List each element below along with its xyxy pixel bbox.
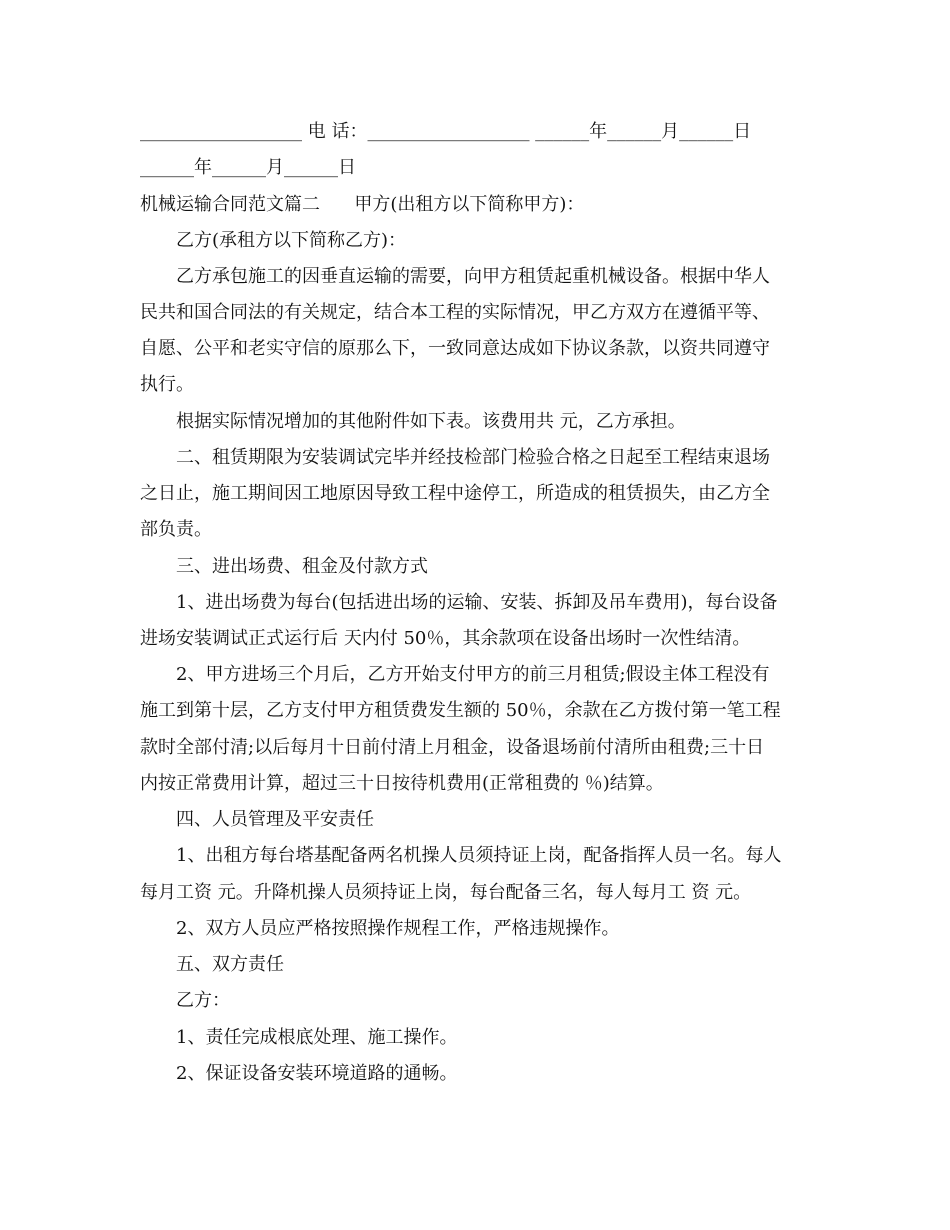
signature-line-phone-date [140, 121, 751, 143]
section-3-item-2-line: 2、甲方进场三个月后，乙方开始支付甲方的前三月租赁;假设主体工程没有 [176, 664, 770, 685]
intro-paragraph-line: 自愿、公平和老实守信的原那么下，一致同意达成如下协议条款，以资共同遵守 [140, 338, 770, 359]
section-4-item-1-line: 每月工资 元。升降机操人员须持证上岗，每台配备三名，每人每月工 资 元。 [140, 882, 752, 903]
section-3-item-2-line: 施工到第十层，乙方支付甲方租赁费发生额的 50％，余款在乙方拨付第一笔工程 [140, 700, 781, 721]
section-3-item-1-line: 进场安装调试正式运行后 天内付 50％，其余款项在设备出场时一次性结清。 [140, 628, 751, 649]
attachments-paragraph: 根据实际情况增加的其他附件如下表。该费用共 元，乙方承担。 [176, 411, 686, 432]
section-5-item-1: 1、责任完成根底处理、施工操作。 [176, 1027, 458, 1048]
section-4-item-2: 2、双方人员应严格按照操作规程工作，严格违规操作。 [176, 918, 620, 939]
section-5-heading: 五、双方责任 [176, 954, 284, 975]
section-2-line: 之日止，施工期间因工地原因导致工程中途停工，所造成的租赁损失，由乙方全 [140, 483, 770, 504]
contract-title-line: 机械运输合同范文篇二 甲方(出租方以下简称甲方)： [140, 194, 585, 215]
section-5-party-label: 乙方： [176, 990, 230, 1011]
party-b-label: 乙方(承租方以下简称乙方)： [176, 230, 407, 251]
section-3-item-1-line: 1、进出场费为每台(包括进出场的运输、安装、拆卸及吊车费用)，每台设备 [176, 592, 778, 613]
section-4-heading: 四、人员管理及平安责任 [176, 809, 374, 830]
intro-paragraph-line: 乙方承包施工的因垂直运输的需要，向甲方租赁起重机械设备。根据中华人 [176, 266, 770, 287]
section-2-line: 部负责。 [140, 519, 212, 540]
signature-line-text: __________________ 电 话：__________________ ______年______月______日 [140, 121, 752, 142]
intro-paragraph-line: 执行。 [140, 374, 194, 395]
section-2-line: 二、租赁期限为安装调试完毕并经技检部门检验合格之日起至工程结束退场 [176, 447, 770, 468]
section-4-item-1-line: 1、出租方每台塔基配备两名机操人员须持证上岗，配备指挥人员一名。每人 [176, 845, 782, 866]
section-3-item-2-line: 款时全部付清;以后每月十日前付清上月租金，设备退场前付清所由租费;三十日 [140, 737, 765, 758]
section-3-heading: 三、进出场费、租金及付款方式 [176, 556, 428, 577]
intro-paragraph-line: 民共和国合同法的有关规定，结合本工程的实际情况，甲乙方双方在遵循平等、 [140, 302, 770, 323]
section-5-item-2: 2、保证设备安装环境道路的通畅。 [176, 1063, 458, 1084]
section-3-item-2-line: 内按正常费用计算，超过三十日按待机费用(正常租费的 ％)结算。 [140, 773, 664, 794]
signature-line-date [140, 157, 356, 179]
signature-date-text: ______年______月______日 [140, 157, 356, 178]
